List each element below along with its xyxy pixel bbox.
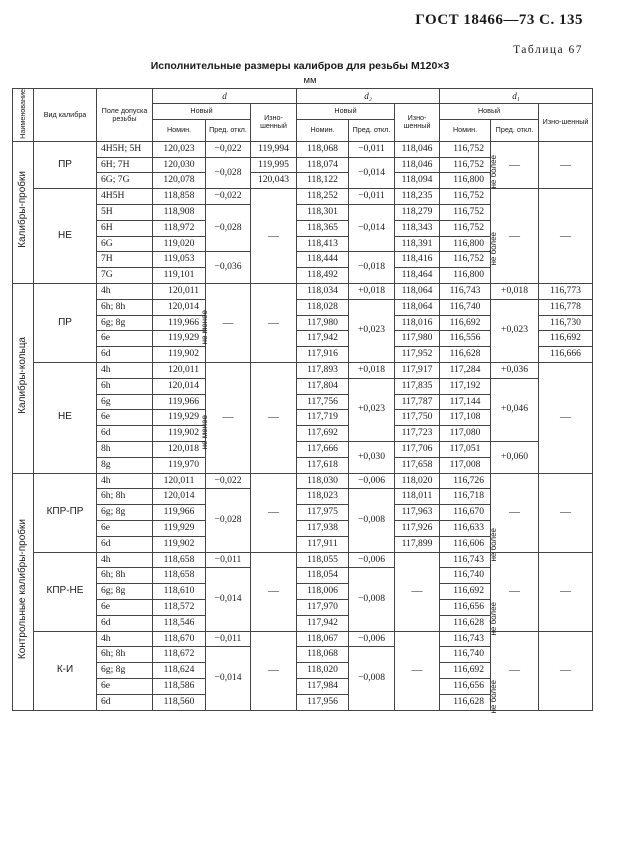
table-row: Контрольные калибры-пробки КПР-ПР 4h 120,011 −0,022 — 118,030 −0,006 118,020 116,726 — — bbox=[13, 473, 593, 489]
table-row: 6d 118,546 117,942 116,628 bbox=[13, 615, 593, 631]
d1-new-header: Новый bbox=[440, 104, 539, 120]
col-d1-header: d₁ bbox=[440, 89, 593, 104]
table-row: 7Н 119,053 −0,036 118,444 −0,018 118,416 116,752 bbox=[13, 252, 593, 268]
gauge-type-kpr-ne: КПР-НЕ bbox=[34, 552, 97, 631]
d2-nom-header: Номин. bbox=[297, 119, 349, 141]
table-row: НЕ 4Н5Н 118,858 −0,022 — 118,252 −0,011 118,235 116,752 — — bbox=[13, 189, 593, 205]
gauge-type-k-i: К-И bbox=[34, 631, 97, 710]
d-dev-header: Пред. откл. bbox=[206, 119, 251, 141]
table-row: 6h; 8h 120,014 −0,028 118,023 −0,008 118,011 116,718 bbox=[13, 489, 593, 505]
table-row: 6d 119,902 117,916 117,952 116,628 116,666 bbox=[13, 347, 593, 363]
table-row: Калибры-пробки ПР 4Н5Н; 5Н 120,023 −0,022 119,994 118,068 −0,011 118,046 116,752 — — bbox=[13, 141, 593, 157]
col-tol-header: Поле допуска резьбы bbox=[97, 89, 153, 142]
table-row: 6g; 8g 119,966 117,975 117,963 116,670 bbox=[13, 505, 593, 521]
category-control-plug-gauges: Контрольные калибры-пробки bbox=[13, 473, 34, 710]
col-d-header: d bbox=[153, 89, 297, 104]
gauge-type-kpr-pr: КПР-ПР bbox=[34, 473, 97, 552]
col-type-header: Вид калибра bbox=[34, 89, 97, 142]
d-nom-header: Номин. bbox=[153, 119, 206, 141]
table-row: 6g; 8g 119,966 117,980 118,016 116,692 116,730 bbox=[13, 315, 593, 331]
table-row: Калибры-кольца ПР 4h 120,011 — — 118,034 +0,018 118,064 116,743 +0,018 116,773 bbox=[13, 284, 593, 300]
table-row: 6h; 8h 120,014 118,028 +0,023 118,064 116,740 +0,023 116,778 bbox=[13, 299, 593, 315]
table-row: 8h 120,018 117,666 +0,030 117,706 117,051 +0,060 bbox=[13, 441, 593, 457]
table-row: 6g; 8g 118,624 118,020 116,692 bbox=[13, 663, 593, 679]
col-name-header: Наименование bbox=[13, 89, 34, 142]
gauge-type-pr-ring: ПР bbox=[34, 284, 97, 363]
table-row: 7G 119,101 118,492 118,464 116,800 bbox=[13, 268, 593, 284]
gauge-dimensions-table bbox=[12, 88, 593, 711]
page-header: ГОСТ 18466—73 С. 135 bbox=[415, 12, 583, 28]
d-new-header: Новый bbox=[153, 104, 251, 120]
table-row: 6e 118,572 117,970 116,656 bbox=[13, 599, 593, 615]
table-row: НЕ 4h 120,011 — — 117,893 +0,018 117,917 117,284 +0,036 — bbox=[13, 362, 593, 378]
ne-bolee-note-d1-kpr-pr: не более bbox=[489, 528, 498, 562]
table-row: 6Н 118,972 118,365 118,343 116,752 bbox=[13, 220, 593, 236]
units-label: мм bbox=[303, 75, 317, 86]
table-row: 6g; 8g 118,610 118,006 116,692 bbox=[13, 584, 593, 600]
table-row: 6h 120,014 117,804 +0,023 117,835 117,192 +0,046 bbox=[13, 378, 593, 394]
ne-menee-note-d-ne-ring: не менее bbox=[200, 415, 209, 450]
d1-worn-header: Изно-шенный bbox=[539, 104, 593, 142]
d2-new-header: Новый bbox=[297, 104, 395, 120]
table-row: 6e 119,929 117,719 117,750 117,108 bbox=[13, 410, 593, 426]
table-row: 6d 119,902 117,692 117,723 117,080 bbox=[13, 426, 593, 442]
table-row: 6e 118,586 117,984 116,656 bbox=[13, 678, 593, 694]
gauge-type-ne: НЕ bbox=[34, 189, 97, 284]
category-ring-gauges: Калибры-кольца bbox=[13, 284, 34, 474]
table-row: 5Н 118,908 −0,028 118,301 −0,014 118,279 116,752 bbox=[13, 205, 593, 221]
table-row: 6e 119,929 117,942 117,980 116,556 116,692 bbox=[13, 331, 593, 347]
table-row: 6G; 7G 120,078 120,043 118,122 118,094 116,800 bbox=[13, 173, 593, 189]
ne-bolee-note-d1-k-i: не более bbox=[489, 680, 498, 714]
table-row: К-И 4h 118,670 −0,011 — 118,067 −0,006 — 116,743 — — bbox=[13, 631, 593, 647]
table-title: Исполнительные размеры калибров для резьбы М120×3 bbox=[150, 60, 450, 72]
table-label: Таблица 67 bbox=[513, 44, 583, 56]
table-row: 6h; 8h 118,672 −0,014 118,068 −0,008 116,740 bbox=[13, 647, 593, 663]
d1-dev-header: Пред. откл. bbox=[491, 119, 539, 141]
table-row: 6g 119,966 117,756 117,787 117,144 bbox=[13, 394, 593, 410]
ne-menee-note-d-pr-ring: не менее bbox=[200, 310, 209, 345]
col-d2-header: d₂ bbox=[297, 89, 440, 104]
table-row: 6Н; 7Н 120,030 −0,028 119,995 118,074 −0,014 118,046 116,752 bbox=[13, 157, 593, 173]
d2-dev-header: Пред. откл. bbox=[349, 119, 395, 141]
gauge-type-pr: ПР bbox=[34, 141, 97, 188]
table-row: 6e 119,929 117,938 117,926 116,633 bbox=[13, 520, 593, 536]
gauge-type-ne-ring: НЕ bbox=[34, 362, 97, 473]
category-plug-gauges: Калибры-пробки bbox=[13, 141, 34, 283]
ne-bolee-note-d1-ne: не более bbox=[489, 232, 498, 266]
ne-bolee-note-d1-kpr-ne: не более bbox=[489, 602, 498, 636]
table-row: 6h; 8h 118,658 −0,014 118,054 −0,008 116,740 bbox=[13, 568, 593, 584]
table-row: 6G 119,020 118,413 118,391 116,800 bbox=[13, 236, 593, 252]
table-row: 6d 118,560 117,956 116,628 bbox=[13, 694, 593, 710]
table-row: 6d 119,902 117,911 117,899 116,606 bbox=[13, 536, 593, 552]
d-worn-header: Изно-шенный bbox=[251, 104, 297, 142]
d1-nom-header: Номин. bbox=[440, 119, 491, 141]
table-row: 8g 119,970 117,618 117,658 117,008 bbox=[13, 457, 593, 473]
ne-bolee-note-d1-pr: не более bbox=[489, 155, 498, 189]
d2-worn-header: Изно-шенный bbox=[395, 104, 440, 142]
table-row: КПР-НЕ 4h 118,658 −0,011 — 118,055 −0,006 — 116,743 — — bbox=[13, 552, 593, 568]
